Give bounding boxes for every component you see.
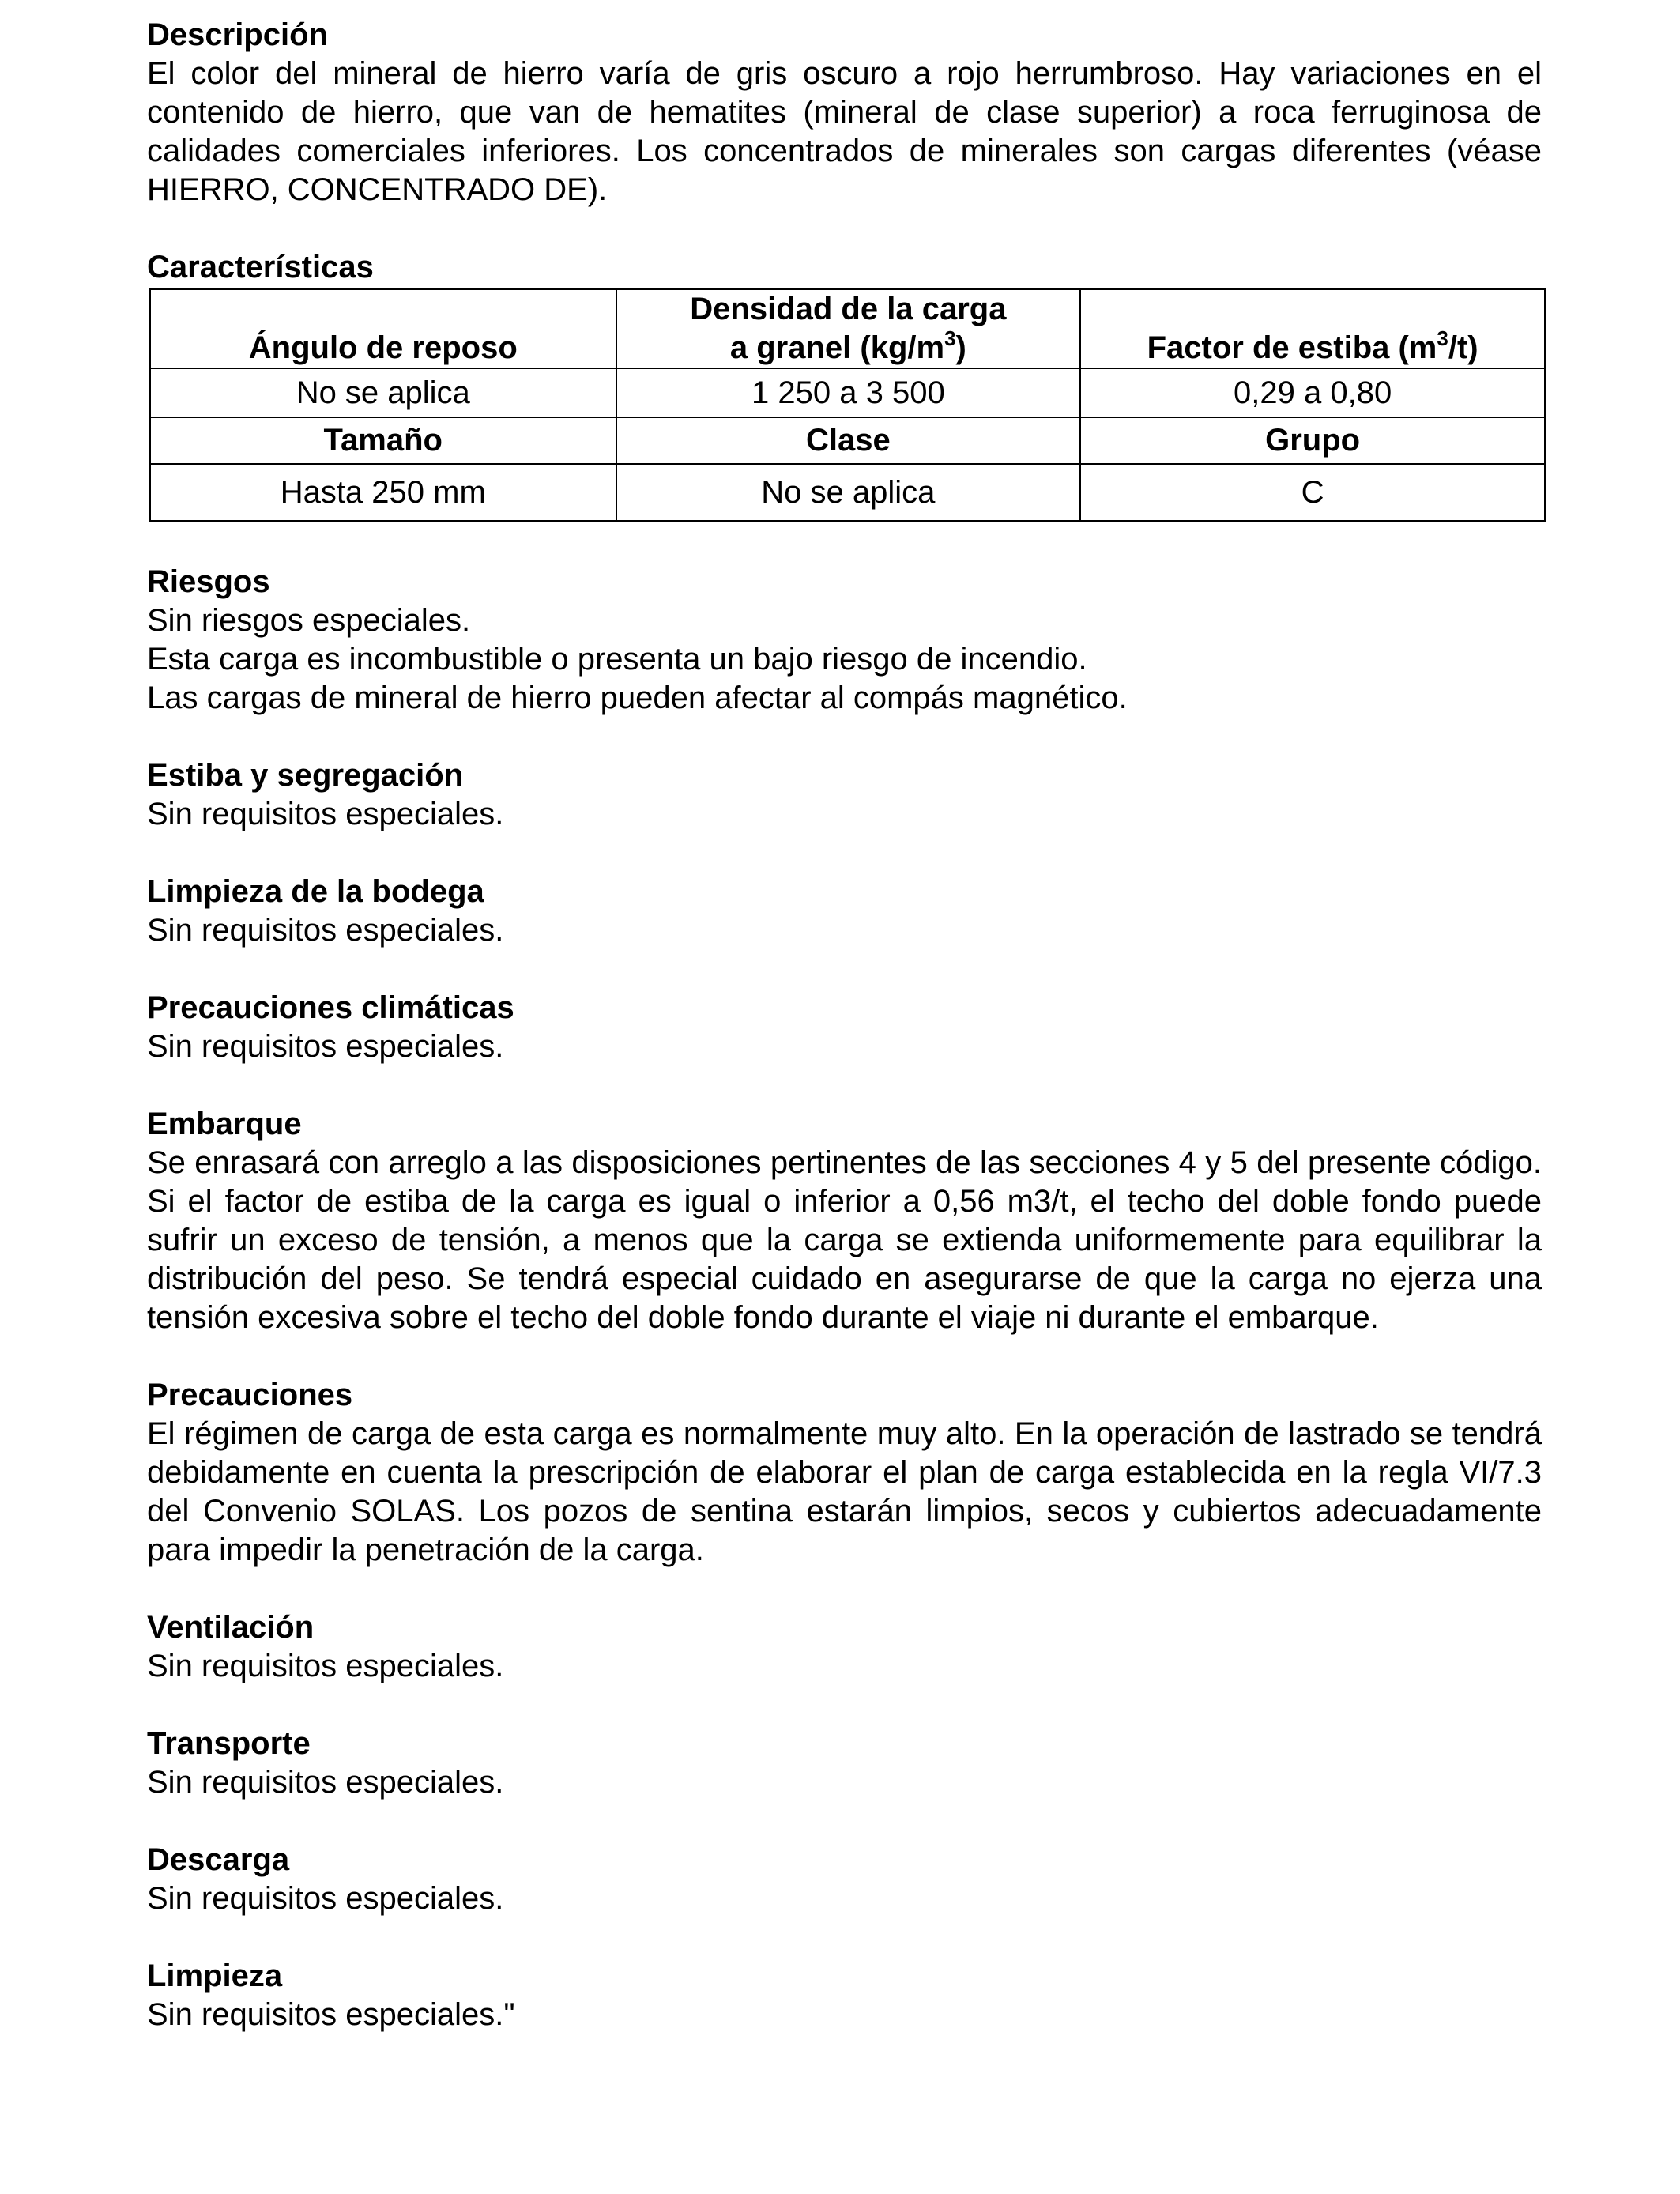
document-page (147, 16, 1542, 2034)
section-descripcion (147, 16, 1542, 209)
heading-precauciones-climaticas: Precauciones climáticas (147, 990, 514, 1025)
section-limpieza (147, 1957, 1542, 2034)
descripcion-text: El color del mineral de hierro varía de gris oscuro a rojo herrumbroso. Hay variaciones en el contenido de hierro, que van de hematites (mineral de clase superior) a roca ferruginosa de calidades comerciales inferiores. Los concentrados de minerales son cargas diferentes (véase HIERRO, CONCENTRADO DE). (147, 56, 1542, 207)
table-row (150, 464, 1545, 521)
header-factor-estiba: Factor de estiba $(m^3/t)$ (1080, 289, 1545, 368)
section-estiba (147, 756, 1542, 834)
heading-caracteristicas: Características (147, 250, 374, 285)
precauciones-climaticas-text: Sin requisitos especiales. (147, 1029, 504, 1064)
heading-riesgos: Riesgos (147, 564, 270, 599)
section-riesgos (147, 563, 1542, 718)
heading-ventilacion: Ventilación (147, 1610, 315, 1645)
riesgos-line: Sin riesgos especiales. (147, 603, 471, 638)
section-precauciones-climaticas (147, 989, 1542, 1066)
section-descarga (147, 1841, 1542, 1918)
transporte-text: Sin requisitos especiales. (147, 1765, 504, 1800)
embarque-text: Se enrasará con arreglo a las disposiciones pertinentes de las secciones 4 y 5 del presente código. Si el factor de estiba de la carga es igual o inferior a 0,56 m3/t, el techo del doble fondo puede sufrir un exceso de tensión, a menos que la carga se extienda uniformemente para equilibrar la distribución del peso. Se tendrá especial cuidado en asegurarse de que la carga no ejerza una tensión excesiva sobre el techo del doble fondo durante el viaje ni durante el embarque. (147, 1145, 1542, 1335)
precauciones-text: El régimen de carga de esta carga es normalmente muy alto. En la operación de lastrado se tendrá debidamente en cuenta la prescripción de elaborar el plan de carga establecida en la regla VI/7.3 del Convenio SOLAS. Los pozos de sentina estarán limpios, secos y cubiertos adecuadamente para impedir la penetración de la carga. (147, 1416, 1542, 1567)
limpieza-text: Sin requisitos especiales." (147, 1997, 515, 2032)
header-grupo: Grupo (1080, 417, 1545, 464)
estiba-text: Sin requisitos especiales. (147, 797, 504, 831)
table-cell: Hasta 250 mm (150, 464, 616, 521)
section-embarque (147, 1105, 1542, 1337)
header-densidad: Densidad de la carga a granel $(kg/m^3)$ (616, 289, 1081, 368)
heading-precauciones: Precauciones (147, 1378, 353, 1412)
table-header-row (150, 417, 1545, 464)
section-limpieza-bodega (147, 873, 1542, 950)
table-cell: C (1080, 464, 1545, 521)
ventilacion-text: Sin requisitos especiales. (147, 1649, 504, 1683)
section-transporte (147, 1725, 1542, 1802)
limpieza-bodega-text: Sin requisitos especiales. (147, 913, 504, 948)
heading-descarga: Descarga (147, 1842, 290, 1877)
heading-limpieza-bodega: Limpieza de la bodega (147, 874, 484, 909)
header-clase: Clase (616, 417, 1081, 464)
table-cell: 1 250 a 3 500 (616, 368, 1081, 417)
descarga-text: Sin requisitos especiales. (147, 1881, 504, 1916)
riesgos-line: Las cargas de mineral de hierro pueden afectar al compás magnético. (147, 680, 1128, 715)
table-cell: 0,29 a 0,80 (1080, 368, 1545, 417)
heading-estiba: Estiba y segregación (147, 758, 464, 793)
table-cell: No se aplica (150, 368, 616, 417)
section-ventilacion (147, 1608, 1542, 1686)
heading-transporte: Transporte (147, 1726, 311, 1761)
table-cell: No se aplica (616, 464, 1081, 521)
heading-embarque: Embarque (147, 1106, 302, 1141)
table-header-row (150, 289, 1545, 368)
characteristics-table (149, 288, 1546, 522)
section-precauciones (147, 1376, 1542, 1570)
section-caracteristicas (147, 248, 1542, 522)
header-tamano: Tamaño (150, 417, 616, 464)
table-row (150, 368, 1545, 417)
heading-descripcion: Descripción (147, 17, 328, 52)
riesgos-line: Esta carga es incombustible o presenta un bajo riesgo de incendio. (147, 642, 1087, 677)
header-angulo-reposo: Ángulo de reposo (150, 289, 616, 368)
heading-limpieza: Limpieza (147, 1958, 283, 1993)
